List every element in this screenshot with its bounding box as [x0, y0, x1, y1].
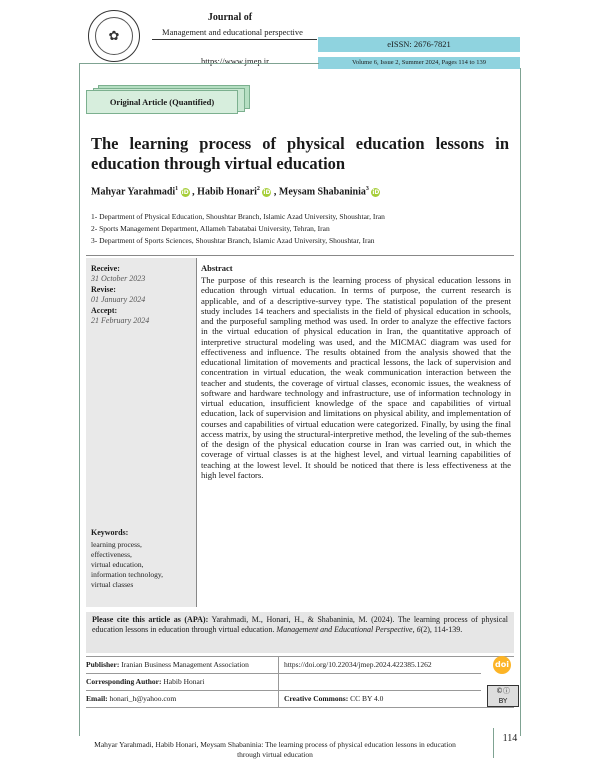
citation-box — [86, 612, 514, 653]
footer-line: Mahyar Yarahmadi, Habib Honari, Meysam Shabaninia: The learning process of physical education lessons in education — [94, 740, 456, 749]
cc-label: Creative Commons: — [284, 694, 349, 703]
corresponding-label: Corresponding Author: — [86, 677, 162, 686]
page-footer — [60, 740, 490, 760]
volume-banner: Volume 6, Issue 2, Summer 2024, Pages 114 to 139 — [318, 57, 520, 69]
author-sup: 1 — [175, 186, 179, 192]
info-rule — [86, 707, 514, 708]
info-rule — [86, 656, 514, 657]
doi-icon[interactable]: doi — [493, 656, 511, 674]
receive-label: Receive: — [91, 264, 120, 273]
citation-label: Please cite this article as (APA): — [92, 615, 209, 624]
corresponding-row — [86, 677, 204, 686]
column-divider — [196, 258, 197, 607]
journal-logo — [88, 10, 140, 62]
frame-top — [79, 63, 319, 64]
receive-date: 31 October 2023 — [91, 274, 146, 283]
keywords-label: Keywords: — [91, 528, 129, 537]
keyword: effectiveness, — [91, 550, 132, 559]
doi-link[interactable]: https://doi.org/10.22034/jmep.2024.422385.1262 — [284, 660, 432, 669]
keyword: virtual classes — [91, 580, 134, 589]
info-divider — [278, 656, 279, 707]
author-list: Mahyar Yarahmadi$^1$ iD , Habib Honari$^2$ iD , Meysam Shabaninia$^3$ iD — [91, 186, 380, 198]
accept-date: 21 February 2024 — [91, 316, 150, 325]
keyword: learning process, — [91, 540, 142, 549]
keyword: information technology, — [91, 570, 163, 579]
revise-label: Revise: — [91, 285, 116, 294]
affiliation: 2- Sports Management Department, Allameh Tabatabai University, Tehran, Iran — [91, 224, 330, 233]
citation-volume: 6 — [416, 625, 421, 634]
author-name: Meysam Shabaninia — [278, 186, 366, 198]
author-sup: 3 — [365, 186, 369, 192]
info-rule — [86, 690, 481, 691]
journal-url[interactable]: https://www.jmep.ir — [201, 56, 269, 66]
frame-right — [520, 68, 521, 736]
cc-value: CC BY 4.0 — [350, 694, 384, 703]
abstract-heading: Abstract — [201, 263, 233, 273]
citation-pages: 114-139. — [433, 625, 463, 634]
frame-left — [79, 63, 80, 736]
page-number: 114 — [502, 733, 518, 744]
citation-text: Yarahmadi, M., Honari, H., & Shabaninia, M. (2024). The learning process of physical education lessons in education through virtual education. — [92, 615, 509, 634]
citation-issue: (2), — [420, 625, 432, 634]
accept-label: Accept: — [91, 306, 118, 315]
abstract-body: The purpose of this research is the learning process of physical education lessons in education through virtual education. In terms of purpose, the current research is applicable, and of a descriptive-survey type. The statistical population of the present study includes 14 teachers and specialists in the field of physical education in schools, and the purposeful sampling method was used. In order to analyze the effective factors in the virtual education of physical education in Iran, the quantitative approach of interpretive structural modeling was used, and the MICMAC diagram was used for effectiveness and influence. The results obtained from the analysis showed that the educational limitation of movements and practical lessons, the lack of supervision and concentration in virtual education, the weak communication interaction between the teacher and students, the coverage of virtual classes, economic issues, the weakness of software and hardware technology and infrastructure, use of information technology in virtual education, insufficient knowledge of the space and capabilities of virtual education, lack of supervision and limitations on physical ability, and implementation of courses and capabilities of virtual education were categorized. Finally, by using the final access matrix, by using the structural-interpretive method, the leveling of the sub-themes of the design of the physical education course in Iran was carried out, in which the coverage of virtual classes is at the highest level, and virtual learning capabilities of teaching at the lowest level. It should be noticed that there is less effectiveness at the high level factors. — [201, 275, 511, 480]
orcid-icon[interactable]: iD — [372, 188, 380, 196]
publisher-label: Publisher: — [86, 660, 120, 669]
footer-line: through virtual education — [237, 750, 313, 759]
orcid-icon[interactable]: iD — [181, 188, 189, 196]
journal-title: Journal of — [207, 12, 253, 23]
publisher-row — [86, 660, 249, 669]
affiliation: 3- Department of Sports Sciences, Shoushtar Branch, Islamic Azad University, Shoushtar, Iran — [91, 236, 375, 245]
author-name: Mahyar Yarahmadi — [91, 186, 176, 198]
article-title: The learning process of physical education lessons in education through virtual education — [91, 134, 509, 173]
logo-emblem-icon: ✿ — [95, 17, 133, 55]
article-type-badge: Original Article (Quantified) — [86, 90, 238, 114]
section-rule — [86, 255, 514, 256]
header-rule — [152, 39, 317, 40]
affiliation: 1- Department of Physical Education, Shoushtar Branch, Islamic Azad University, Shoushtar, Iran — [91, 212, 385, 221]
cc-row — [284, 694, 383, 703]
author-name: Habib Honari — [197, 186, 257, 198]
email-label: Email: — [86, 694, 108, 703]
orcid-icon[interactable]: iD — [263, 188, 271, 196]
creative-commons-icon[interactable]: ©ⓘ BY — [487, 685, 519, 707]
email-value[interactable]: honari_h@yahoo.com — [109, 694, 177, 703]
page-number-rule — [493, 728, 494, 758]
author-sup: 2 — [256, 186, 260, 192]
revise-date: 01 January 2024 — [91, 295, 146, 304]
keyword: virtual education, — [91, 560, 144, 569]
email-row — [86, 694, 176, 703]
info-rule — [86, 673, 481, 674]
corresponding-value: Habib Honari — [163, 677, 205, 686]
citation-journal: Management and Educational Perspective, — [276, 625, 415, 634]
eissn-banner: eISSN: 2676-7821 — [318, 37, 520, 52]
journal-subtitle: Management and educational perspective — [162, 27, 303, 37]
publisher-value: Iranian Business Management Association — [121, 660, 249, 669]
